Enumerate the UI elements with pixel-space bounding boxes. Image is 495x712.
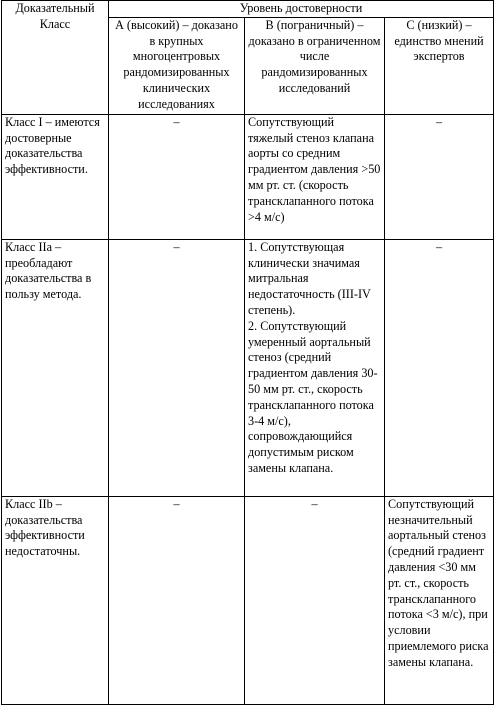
header-level-a: А (высокий) – доказано в крупных многоцентровых рандомизированных клинических исследованиях	[109, 17, 245, 114]
cell-level-c: Сопутствующий незначительный аортальный стеноз (средний градиент давления <30 мм рт. ст., скорость трансклапанного потока <3 м/с), при условии приемлемого риска замены клапана.	[385, 496, 494, 704]
evidence-table	[1, 0, 494, 705]
cell-level-c: –	[385, 114, 494, 239]
cell-paragraph: 1. Сопутствующая клинически значимая митральная недостаточность (III-IV степень).	[248, 239, 371, 317]
cell-level-a: –	[109, 496, 245, 704]
header-level-b: В (пограничный) – доказано в ограниченном числе рандомизированных исследований	[245, 17, 385, 114]
cell-level-a: –	[109, 114, 245, 239]
cell-level-a: –	[109, 239, 245, 496]
cell-level-c: –	[385, 239, 494, 496]
cell-level-b	[245, 239, 385, 496]
cell-class: Класс I – имеются достоверные доказательства эффективности.	[2, 114, 109, 239]
cell-level-b: –	[245, 496, 385, 704]
cell-paragraph: 2. Сопутствующий умеренный аортальный стеноз (средний градиентом давления 30-50 мм рт. ст., скорость трансклапанного потока 3-4 м/с), сопровождающийся допустимым риском замены клапана.	[248, 318, 378, 475]
table-row-class-2b	[2, 496, 494, 704]
cell-level-b: Сопутствующий тяжелый стеноз клапана аорты со средним градиентом давления >50 мм рт. ст. (скорость трансклапанного потока >4 м/с)	[245, 114, 385, 239]
header-evidence-level: Уровень достоверности	[109, 1, 494, 18]
header-level-c: С (низкий) – единство мнений экспертов	[385, 17, 494, 114]
cell-class: Класс IIb – доказательства эффективности недостаточны.	[2, 496, 109, 704]
cell-class: Класс IIa – преобладают доказательства в пользу метода.	[2, 239, 109, 496]
table-row-class-2a	[2, 239, 494, 496]
table-row-class-1	[2, 114, 494, 239]
header-class-column: Доказательный Класс	[2, 1, 109, 115]
header-row-top	[2, 1, 494, 18]
